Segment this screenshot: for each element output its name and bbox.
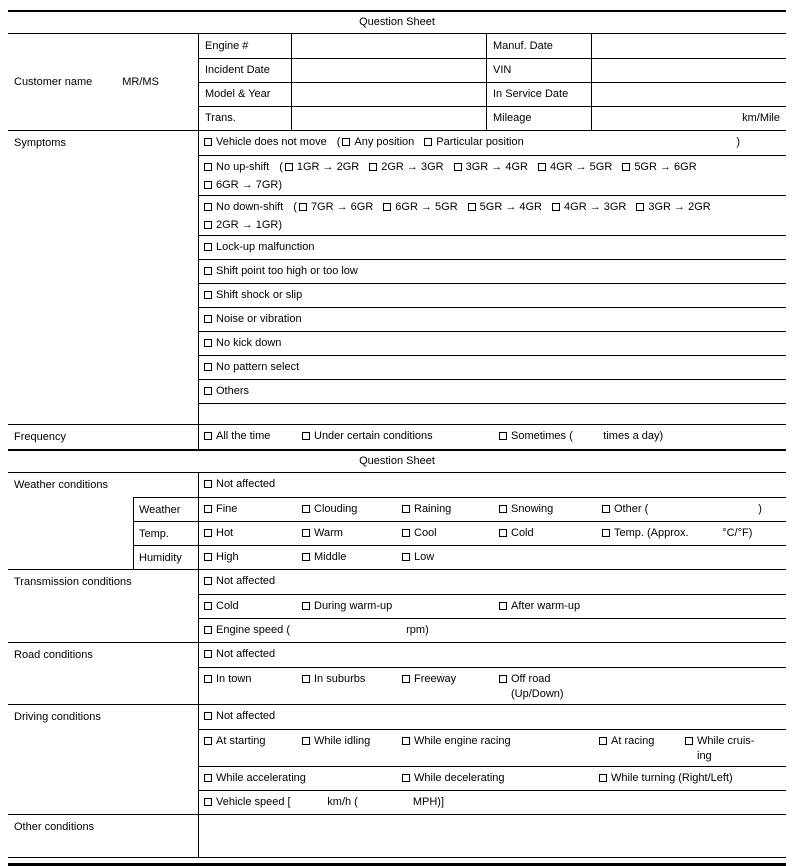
checkbox-icon[interactable] bbox=[499, 432, 507, 440]
checkbox-icon[interactable] bbox=[204, 363, 212, 371]
option-row-noise-vibration bbox=[198, 307, 786, 331]
option-label: While cruis-ing bbox=[697, 735, 755, 762]
checkbox-icon[interactable] bbox=[204, 480, 212, 488]
checkbox-option[interactable] bbox=[204, 477, 275, 492]
option-label: Not affected bbox=[216, 575, 276, 587]
option-label: Low bbox=[414, 551, 435, 563]
checkbox-icon[interactable] bbox=[204, 553, 212, 561]
checkbox-icon[interactable] bbox=[302, 529, 310, 537]
checkbox-option[interactable] bbox=[204, 178, 282, 193]
checkbox-option[interactable] bbox=[204, 550, 302, 565]
field-label-model-year: Model & Year bbox=[198, 82, 291, 106]
option-row-frequency bbox=[198, 425, 786, 449]
option-label: 2GR → 3GR bbox=[381, 161, 444, 173]
option-row-driving-not-affected bbox=[198, 705, 786, 729]
checkbox-option[interactable] bbox=[302, 550, 402, 565]
checkbox-icon[interactable] bbox=[302, 505, 310, 513]
section-other-conditions bbox=[8, 815, 786, 858]
checkbox-icon[interactable] bbox=[602, 505, 610, 513]
sub-label-humidity: Humidity bbox=[133, 545, 198, 569]
checkbox-option[interactable] bbox=[204, 672, 302, 687]
checkbox-icon[interactable] bbox=[204, 267, 212, 275]
checkbox-icon[interactable] bbox=[204, 505, 212, 513]
checkbox-option[interactable] bbox=[204, 771, 402, 786]
checkbox-icon[interactable] bbox=[602, 529, 610, 537]
option-row-temp bbox=[198, 521, 786, 545]
field-value-model-year[interactable] bbox=[291, 82, 486, 106]
section-label-other: Other conditions bbox=[14, 821, 95, 833]
checkbox-icon[interactable] bbox=[204, 626, 212, 634]
option-label: Fine bbox=[216, 503, 238, 515]
field-value-in-service-date[interactable] bbox=[591, 82, 786, 106]
checkbox-icon[interactable] bbox=[424, 138, 432, 146]
checkbox-icon[interactable] bbox=[204, 387, 212, 395]
checkbox-icon[interactable] bbox=[204, 774, 212, 782]
checkbox-icon[interactable] bbox=[204, 529, 212, 537]
option-label: Warm bbox=[314, 527, 343, 539]
checkbox-option[interactable] bbox=[599, 771, 733, 786]
option-label: Engine speed ( rpm) bbox=[216, 624, 429, 636]
option-row-others bbox=[198, 379, 786, 403]
option-row-vehicle-speed bbox=[198, 790, 786, 814]
option-row-shift-shock bbox=[198, 283, 786, 307]
checkbox-option[interactable] bbox=[204, 360, 299, 375]
checkbox-icon[interactable] bbox=[499, 602, 507, 610]
checkbox-option[interactable] bbox=[402, 734, 599, 749]
sub-label-weather: Weather bbox=[133, 497, 198, 521]
checkbox-icon[interactable] bbox=[454, 163, 462, 171]
option-row-trans-not-affected bbox=[198, 570, 786, 594]
option-label: 2GR → 1GR) bbox=[216, 218, 283, 231]
checkbox-icon[interactable] bbox=[302, 675, 310, 683]
option-label: 3GR → 4GR bbox=[465, 161, 528, 173]
spacer-cell bbox=[133, 473, 198, 497]
checkbox-icon[interactable] bbox=[204, 163, 212, 171]
option-label: Not affected bbox=[216, 478, 276, 490]
checkbox-option[interactable] bbox=[383, 200, 457, 215]
checkbox-option[interactable] bbox=[302, 429, 499, 444]
checkbox-icon[interactable] bbox=[204, 798, 212, 806]
checkbox-option[interactable] bbox=[204, 429, 302, 444]
option-label: While accelerating bbox=[216, 772, 306, 784]
checkbox-option[interactable] bbox=[552, 200, 626, 215]
section-label-driving: Driving conditions bbox=[14, 711, 101, 723]
checkbox-icon[interactable] bbox=[302, 553, 310, 561]
checkbox-icon[interactable] bbox=[204, 181, 212, 189]
checkbox-option[interactable] bbox=[402, 672, 499, 687]
checkbox-option[interactable] bbox=[402, 771, 599, 786]
option-row-engine-speed bbox=[198, 618, 786, 642]
checkbox-option[interactable] bbox=[204, 200, 283, 215]
empty-row bbox=[198, 403, 786, 424]
checkbox-option[interactable] bbox=[204, 623, 429, 638]
option-label: Particular position bbox=[436, 136, 524, 148]
question-sheet bbox=[8, 10, 786, 866]
section-driving-conditions bbox=[8, 705, 786, 815]
option-label: Off road (Up/Down) bbox=[511, 673, 564, 700]
text-fragment: ( bbox=[293, 201, 297, 213]
option-label: Vehicle speed [ km/h ( MPH)] bbox=[216, 796, 445, 808]
section-road-conditions bbox=[8, 643, 786, 705]
text-fragment: ( bbox=[279, 161, 283, 173]
option-row-driving-motion bbox=[198, 766, 786, 790]
option-label: In town bbox=[216, 673, 252, 685]
checkbox-option[interactable] bbox=[499, 672, 602, 702]
checkbox-option[interactable] bbox=[302, 599, 499, 614]
option-label: High bbox=[216, 551, 239, 563]
checkbox-icon[interactable] bbox=[538, 163, 546, 171]
checkbox-icon[interactable] bbox=[342, 138, 350, 146]
checkbox-icon[interactable] bbox=[402, 774, 410, 782]
option-label: Other ( ) bbox=[614, 503, 762, 515]
option-row-no-kick-down bbox=[198, 331, 786, 355]
field-label-engine: Engine # bbox=[198, 34, 291, 58]
option-label: Middle bbox=[314, 551, 347, 563]
checkbox-icon[interactable] bbox=[499, 505, 507, 513]
checkbox-icon[interactable] bbox=[402, 529, 410, 537]
option-label: Freeway bbox=[414, 673, 457, 685]
option-label: Shift point too high or too low bbox=[216, 265, 358, 277]
checkbox-icon[interactable] bbox=[204, 291, 212, 299]
field-label-manuf-date: Manuf. Date bbox=[486, 34, 591, 58]
option-label: Others bbox=[216, 385, 250, 397]
option-label: 5GR → 4GR bbox=[479, 201, 543, 213]
checkbox-option[interactable] bbox=[685, 734, 769, 764]
option-label: Any position bbox=[354, 136, 415, 148]
field-value-incident-date[interactable] bbox=[291, 58, 486, 82]
checkbox-icon[interactable] bbox=[204, 577, 212, 585]
option-row-warm-up bbox=[198, 594, 786, 618]
option-row-weather-not-affected bbox=[198, 473, 786, 497]
checkbox-option[interactable] bbox=[402, 550, 499, 565]
checkbox-option[interactable] bbox=[204, 336, 281, 351]
checkbox-option[interactable] bbox=[599, 734, 685, 749]
checkbox-option[interactable] bbox=[204, 599, 302, 614]
option-label: At racing bbox=[611, 735, 655, 747]
text-fragment: ) bbox=[736, 136, 740, 148]
option-label: No pattern select bbox=[216, 361, 300, 373]
checkbox-option[interactable] bbox=[402, 526, 499, 541]
option-label: Under certain conditions bbox=[314, 430, 433, 442]
checkbox-option[interactable] bbox=[499, 599, 580, 614]
checkbox-icon[interactable] bbox=[299, 203, 307, 211]
checkbox-option[interactable] bbox=[302, 502, 402, 517]
option-label: While turning (Right/Left) bbox=[611, 772, 733, 784]
option-row-no-pattern-select bbox=[198, 355, 786, 379]
section-frequency bbox=[8, 425, 786, 451]
checkbox-icon[interactable] bbox=[285, 163, 293, 171]
checkbox-icon[interactable] bbox=[204, 221, 212, 229]
customer-name-value: MR/MS bbox=[122, 75, 159, 88]
checkbox-icon[interactable] bbox=[204, 650, 212, 658]
checkbox-icon[interactable] bbox=[204, 737, 212, 745]
checkbox-option[interactable] bbox=[337, 135, 415, 150]
option-row-lock-up-malfunction bbox=[198, 235, 786, 259]
checkbox-option[interactable] bbox=[204, 264, 358, 279]
option-label: Clouding bbox=[314, 503, 358, 515]
section-label-weather-conditions: Weather conditions bbox=[14, 479, 108, 491]
option-label: Noise or vibration bbox=[216, 313, 302, 325]
checkbox-option[interactable] bbox=[499, 526, 602, 541]
option-label: All the time bbox=[216, 430, 271, 442]
checkbox-option[interactable] bbox=[204, 288, 302, 303]
checkbox-icon[interactable] bbox=[204, 602, 212, 610]
option-label: After warm-up bbox=[511, 600, 581, 612]
option-label: No kick down bbox=[216, 337, 282, 349]
option-label: During warm-up bbox=[314, 600, 393, 612]
checkbox-icon[interactable] bbox=[499, 675, 507, 683]
option-label: 7GR → 6GR bbox=[310, 201, 374, 213]
sheet-title-2: Question Sheet bbox=[8, 451, 786, 473]
checkbox-icon[interactable] bbox=[402, 737, 410, 745]
checkbox-option[interactable] bbox=[204, 160, 269, 175]
option-label: No up-shift bbox=[216, 161, 270, 173]
option-row-road-not-affected bbox=[198, 643, 786, 667]
field-value-trans[interactable] bbox=[291, 106, 486, 130]
field-value-engine[interactable] bbox=[291, 34, 486, 58]
option-label: Cold bbox=[511, 527, 534, 539]
sheet-title: Question Sheet bbox=[8, 12, 786, 34]
option-label: Raining bbox=[414, 503, 452, 515]
checkbox-option[interactable] bbox=[538, 160, 612, 175]
checkbox-icon[interactable] bbox=[302, 432, 310, 440]
field-value-mileage-unit: km/Mile bbox=[591, 106, 786, 130]
checkbox-icon[interactable] bbox=[204, 432, 212, 440]
checkbox-option[interactable] bbox=[468, 200, 542, 215]
checkbox-option[interactable] bbox=[424, 135, 523, 150]
checkbox-option[interactable] bbox=[302, 526, 402, 541]
option-row-weather bbox=[198, 497, 786, 521]
checkbox-option[interactable] bbox=[279, 160, 359, 175]
field-value-manuf-date[interactable] bbox=[591, 34, 786, 58]
field-label-mileage: Mileage bbox=[486, 106, 591, 130]
option-label: No down-shift bbox=[216, 201, 284, 213]
checkbox-icon[interactable] bbox=[302, 737, 310, 745]
option-row-shift-point bbox=[198, 259, 786, 283]
checkbox-option[interactable] bbox=[204, 218, 282, 233]
option-label: 1GR → 2GR bbox=[296, 161, 360, 173]
option-row-no-down-shift bbox=[198, 195, 786, 235]
checkbox-icon[interactable] bbox=[204, 203, 212, 211]
option-row-no-up-shift bbox=[198, 155, 786, 195]
option-label: Sometimes ( times a day) bbox=[511, 430, 664, 442]
option-label: Snowing bbox=[511, 503, 554, 515]
section-label-road: Road conditions bbox=[14, 649, 93, 661]
checkbox-icon[interactable] bbox=[204, 138, 212, 146]
checkbox-option[interactable] bbox=[204, 502, 302, 517]
checkbox-icon[interactable] bbox=[204, 315, 212, 323]
checkbox-option[interactable] bbox=[204, 647, 275, 662]
checkbox-option[interactable] bbox=[499, 502, 602, 517]
option-label: 6GR → 7GR) bbox=[216, 178, 283, 191]
field-label-in-service-date: In Service Date bbox=[486, 82, 591, 106]
checkbox-option[interactable] bbox=[302, 734, 402, 749]
checkbox-icon[interactable] bbox=[402, 553, 410, 561]
checkbox-icon[interactable] bbox=[204, 712, 212, 720]
checkbox-icon[interactable] bbox=[499, 529, 507, 537]
section-symptoms bbox=[8, 131, 786, 425]
checkbox-icon[interactable] bbox=[599, 774, 607, 782]
checkbox-icon[interactable] bbox=[402, 505, 410, 513]
checkbox-option[interactable] bbox=[204, 574, 275, 589]
option-label: Cool bbox=[414, 527, 437, 539]
option-row-vehicle-does-not-move bbox=[198, 131, 786, 155]
option-label: While idling bbox=[314, 735, 371, 747]
checkbox-option[interactable] bbox=[204, 384, 249, 399]
option-label: Temp. (Approx. °C/°F) bbox=[614, 527, 753, 539]
option-label: While engine racing bbox=[414, 735, 511, 747]
option-label: 4GR → 3GR bbox=[564, 201, 627, 213]
customer-cell bbox=[8, 34, 198, 130]
checkbox-icon[interactable] bbox=[468, 203, 476, 211]
checkbox-option[interactable] bbox=[204, 734, 302, 749]
option-label: Shift shock or slip bbox=[216, 289, 303, 301]
checkbox-icon[interactable] bbox=[204, 339, 212, 347]
checkbox-option[interactable] bbox=[204, 795, 444, 810]
checkbox-option[interactable] bbox=[622, 160, 696, 175]
checkbox-icon[interactable] bbox=[383, 203, 391, 211]
option-label: At starting bbox=[216, 735, 266, 747]
option-row-driving-state bbox=[198, 729, 786, 766]
section-label-symptoms: Symptoms bbox=[14, 137, 66, 149]
checkbox-option[interactable] bbox=[602, 502, 762, 517]
checkbox-option[interactable] bbox=[204, 709, 275, 724]
option-label: Cold bbox=[216, 600, 239, 612]
checkbox-icon[interactable] bbox=[685, 737, 693, 745]
option-row-humidity bbox=[198, 545, 786, 569]
checkbox-option[interactable] bbox=[204, 240, 314, 255]
option-label: Not affected bbox=[216, 648, 276, 660]
option-label: 6GR → 5GR bbox=[395, 201, 458, 213]
option-label: Vehicle does not move bbox=[216, 136, 327, 148]
checkbox-icon[interactable] bbox=[622, 163, 630, 171]
checkbox-icon[interactable] bbox=[204, 243, 212, 251]
checkbox-option[interactable] bbox=[204, 312, 302, 327]
checkbox-option[interactable] bbox=[293, 200, 373, 215]
field-label-vin: VIN bbox=[486, 58, 591, 82]
option-label: 5GR → 6GR bbox=[634, 161, 697, 173]
checkbox-icon[interactable] bbox=[369, 163, 377, 171]
checkbox-option[interactable] bbox=[204, 526, 302, 541]
checkbox-option[interactable] bbox=[636, 200, 710, 215]
checkbox-icon[interactable] bbox=[552, 203, 560, 211]
checkbox-option[interactable] bbox=[302, 672, 402, 687]
section-weather-conditions bbox=[8, 473, 786, 570]
option-label: Lock-up malfunction bbox=[216, 241, 315, 253]
checkbox-icon[interactable] bbox=[402, 675, 410, 683]
field-label-trans: Trans. bbox=[198, 106, 291, 130]
checkbox-option[interactable] bbox=[369, 160, 443, 175]
checkbox-option[interactable] bbox=[402, 502, 499, 517]
checkbox-icon[interactable] bbox=[599, 737, 607, 745]
field-value-vin[interactable] bbox=[591, 58, 786, 82]
checkbox-option[interactable] bbox=[499, 429, 663, 444]
option-label: Not affected bbox=[216, 710, 276, 722]
text-fragment: ( bbox=[336, 136, 341, 148]
option-label: Hot bbox=[216, 527, 234, 539]
checkbox-icon[interactable] bbox=[204, 675, 212, 683]
option-label: 3GR → 2GR bbox=[648, 201, 711, 213]
option-label: While decelerating bbox=[414, 772, 505, 784]
checkbox-icon[interactable] bbox=[302, 602, 310, 610]
section-transmission-conditions bbox=[8, 570, 786, 643]
section-label-transmission: Transmission conditions bbox=[14, 576, 132, 588]
section-label-frequency: Frequency bbox=[14, 431, 66, 443]
checkbox-option[interactable] bbox=[602, 526, 752, 541]
sub-label-temp: Temp. bbox=[133, 521, 198, 545]
option-label: 4GR → 5GR bbox=[549, 161, 613, 173]
checkbox-option[interactable] bbox=[454, 160, 528, 175]
option-label: In suburbs bbox=[314, 673, 366, 685]
option-row-road-type bbox=[198, 667, 786, 704]
field-label-incident-date: Incident Date bbox=[198, 58, 291, 82]
checkbox-icon[interactable] bbox=[636, 203, 644, 211]
customer-name-label: Customer name bbox=[14, 75, 93, 88]
other-conditions-blank[interactable] bbox=[198, 815, 786, 857]
customer-info-table bbox=[8, 34, 786, 131]
checkbox-option[interactable] bbox=[204, 135, 327, 150]
